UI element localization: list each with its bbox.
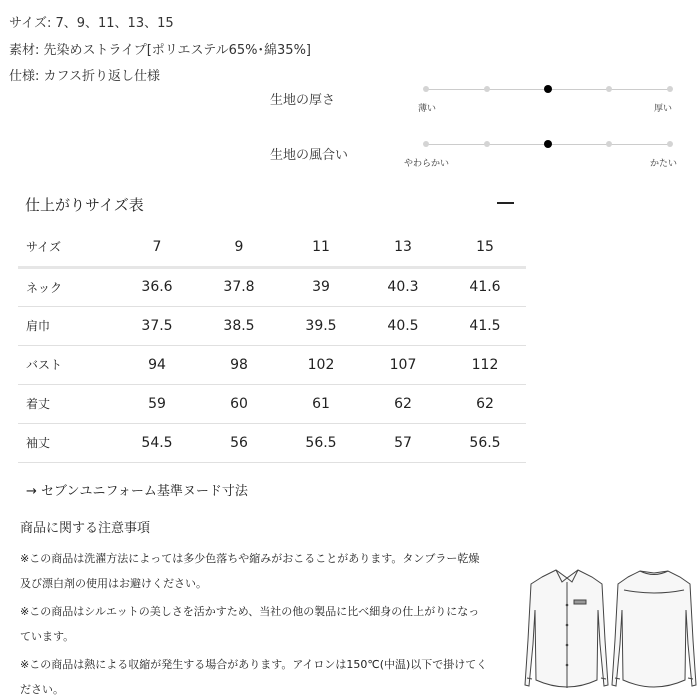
caution-note-wash: ※この商品は洗濯方法によっては多少色落ちや縮みがおこることがあります。タンブラー乾燥及び漂白剤の使用はお避けください。	[20, 552, 480, 590]
measurement-value: 60	[198, 384, 280, 423]
size-header-cell: 13	[362, 228, 444, 267]
scale-label: 生地の厚さ	[270, 93, 336, 108]
measurement-label: ネック	[18, 267, 116, 306]
measurement-value: 107	[362, 345, 444, 384]
size-header-label: サイズ	[18, 228, 116, 267]
measurement-value: 56.5	[444, 423, 526, 462]
minus-icon[interactable]	[497, 202, 514, 204]
shirt-illustration	[512, 560, 697, 700]
measurement-value: 37.5	[116, 306, 198, 345]
size-header-cell: 15	[444, 228, 526, 267]
size-header-cell: 7	[116, 228, 198, 267]
size-table-body	[18, 267, 526, 462]
table-row	[18, 384, 526, 423]
scale-dot	[423, 141, 429, 147]
table-row	[18, 423, 526, 462]
measurement-value: 40.5	[362, 306, 444, 345]
scale-left-end: やわらかい	[404, 159, 450, 169]
scale-dot-selected	[544, 85, 552, 93]
measurement-value: 56	[198, 423, 280, 462]
scale-right-end: かたい	[650, 159, 678, 169]
measurement-value: 54.5	[116, 423, 198, 462]
scale-dot-selected	[544, 140, 552, 148]
caution-note-iron: ※この商品は熱による収縮が発生する場合があります。アイロンは150℃(中温)以下で掛けてください。	[20, 658, 488, 696]
scale-label: 生地の風合い	[270, 148, 349, 163]
size-header-cell: 11	[280, 228, 362, 267]
notes-title: 商品に関する注意事項	[20, 521, 151, 536]
scale-dot	[484, 86, 490, 92]
measurement-value: 40.3	[362, 267, 444, 306]
measurement-label: 袖丈	[18, 423, 116, 462]
measurement-value: 61	[280, 384, 362, 423]
table-row	[18, 267, 526, 306]
scale-right-end: 厚い	[654, 104, 673, 114]
table-row	[18, 345, 526, 384]
measurement-value: 62	[362, 384, 444, 423]
scale-dot	[606, 141, 612, 147]
measurement-value: 59	[116, 384, 198, 423]
scale-dot	[606, 86, 612, 92]
size-table-title: 仕上がりサイズ表	[25, 196, 144, 214]
measurement-value: 37.8	[198, 267, 280, 306]
measurement-value: 98	[198, 345, 280, 384]
caution-note-fit: ※この商品はシルエットの美しさを活かすため、当社の他の製品に比べ細身の仕上がりになっています。	[20, 605, 480, 643]
standard-size-link[interactable]: → セブンユニフォーム基準ヌード寸法	[26, 484, 248, 499]
measurement-value: 39.5	[280, 306, 362, 345]
size-header-cell: 9	[198, 228, 280, 267]
shirt-back-illustration	[612, 571, 696, 687]
size-table	[18, 228, 526, 463]
measurement-value: 39	[280, 267, 362, 306]
table-row	[18, 306, 526, 345]
measurement-value: 94	[116, 345, 198, 384]
shirt-front-illustration	[525, 570, 608, 688]
measurement-label: バスト	[18, 345, 116, 384]
measurement-value: 56.5	[280, 423, 362, 462]
measurement-value: 41.6	[444, 267, 526, 306]
spec-detail-line: 仕様: カフス折り返し仕様	[9, 69, 160, 84]
scale-dot	[484, 141, 490, 147]
measurement-value: 36.6	[116, 267, 198, 306]
measurement-label: 着丈	[18, 384, 116, 423]
scale-dot	[667, 86, 673, 92]
spec-material-line: 素材: 先染めストライプ[ポリエステル65%･綿35%]	[9, 43, 311, 58]
measurement-value: 57	[362, 423, 444, 462]
measurement-value: 41.5	[444, 306, 526, 345]
spec-size-line: サイズ: 7、9、11、13、15	[9, 16, 174, 31]
size-table-header-row	[18, 228, 526, 267]
measurement-value: 102	[280, 345, 362, 384]
measurement-value: 112	[444, 345, 526, 384]
measurement-label: 肩巾	[18, 306, 116, 345]
measurement-value: 38.5	[198, 306, 280, 345]
measurement-value: 62	[444, 384, 526, 423]
scale-dot	[423, 86, 429, 92]
scale-dot	[667, 141, 673, 147]
scale-left-end: 薄い	[418, 104, 437, 114]
